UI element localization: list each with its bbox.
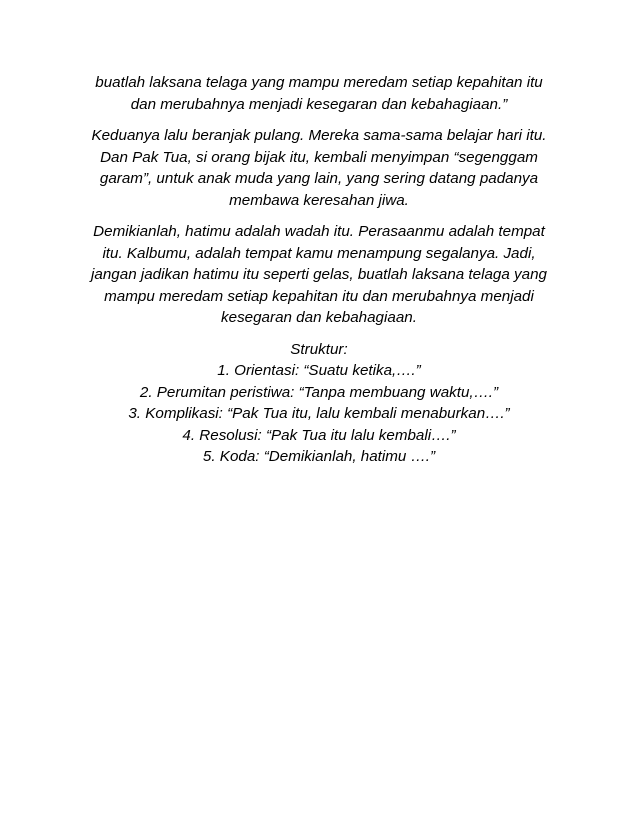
- structure-item-resolusi: 4. Resolusi: “Pak Tua itu lalu kembali….”: [182, 426, 456, 444]
- structure-heading: Struktur:: [290, 340, 348, 358]
- structure-item-perumitan: 2. Perumitan peristiwa: “Tanpa membuang waktu,….”: [139, 383, 499, 401]
- paragraph-line: itu. Kalbumu, adalah tempat kamu menampung segalanya. Jadi,: [102, 244, 536, 262]
- paragraph-line: mampu meredam setiap kepahitan itu dan merubahnya menjadi: [104, 287, 534, 305]
- paragraph-line: dan merubahnya menjadi kesegaran dan kebahagiaan.”: [130, 95, 508, 113]
- paragraph-line: membawa keresahan jiwa.: [229, 191, 409, 209]
- paragraph-line: kesegaran dan kebahagiaan.: [221, 309, 417, 326]
- paragraph-line: Keduanya lalu beranjak pulang. Mereka sama-sama belajar hari itu.: [91, 127, 547, 144]
- document-page: [80, 72, 558, 468]
- structure-item-orientasi: 1. Orientasi: “Suatu ketika,….”: [217, 362, 421, 379]
- paragraph-line: Demikianlah, hatimu adalah wadah itu. Perasaanmu adalah tempat: [93, 223, 545, 240]
- paragraph-line: Dan Pak Tua, si orang bijak itu, kembali menyimpan “segenggam: [100, 148, 538, 166]
- structure-section: [80, 339, 558, 468]
- structure-item-komplikasi: 3. Komplikasi: “Pak Tua itu, lalu kembali menaburkan….”: [128, 405, 510, 422]
- paragraph-line: garam”, untuk anak muda yang lain, yang sering datang padanya: [99, 170, 539, 187]
- structure-item-koda: 5. Koda: “Demikianlah, hatimu ….”: [202, 448, 436, 465]
- paragraph-2: [80, 125, 558, 211]
- paragraph-1: [80, 72, 558, 115]
- paragraph-line: jangan jadikan hatimu itu seperti gelas, buatlah laksana telaga yang: [91, 266, 547, 283]
- paragraph-3: [80, 221, 558, 329]
- paragraph-line: buatlah laksana telaga yang mampu meredam setiap kepahitan itu: [95, 74, 543, 91]
